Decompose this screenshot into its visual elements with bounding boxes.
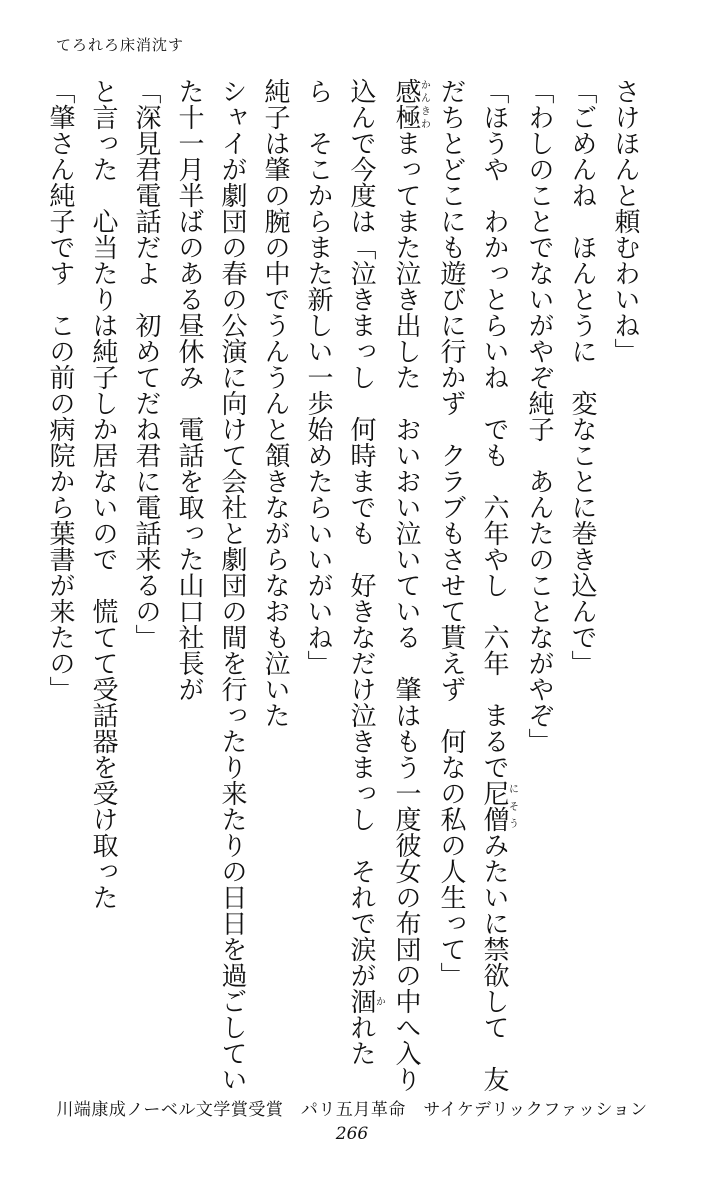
text-line-5: だちとどこにも遊びに行かず クラブもさせて貰えず 何なの私の人生って」 [436,78,466,988]
text-line-11: た十一月半ばのある昼休み 電話を取った山口社長が [174,78,204,702]
running-title: てろれろ床消沈す [56,36,185,54]
text-line-8: ら そこからまた新しい一歩始めたらいいがいね」 [303,78,333,676]
text-line-9: 純子は肇の腕の中でうんうんと頷きながらなおも泣いた [260,78,290,728]
ruby-kareta [346,988,385,1014]
text-line-4 [472,78,518,1092]
text-line-6-main: まってまた泣き出した おいおい泣いている 肇はもう一度彼女の布団の中へ入り [391,130,421,1092]
ruby-kareta-reading: か [373,988,385,1014]
text-line-13: と言った 心当たりは純子しか居ないので 慌てて受話器を受け取った [88,78,118,910]
ruby-nisou-reading: にそう [506,780,518,832]
ruby-nisou-base: 尼僧 [479,780,509,832]
text-line-14: 「肇さん純子です この前の病院から葉書が来たの」 [45,78,75,702]
ruby-nisou [479,780,518,832]
ruby-kankiwa-reading: かんきわ [418,78,430,130]
footer-series-title: 川端康成ノーベル文学賞受賞 パリ五月革命 サイケデリックファッション [56,1100,648,1120]
text-line-7-tail: れた [346,1014,376,1066]
text-line-2: 「ごめんね ほんとうに 変なことに巻き込んで」 [567,78,597,676]
ruby-kankiwa-base: 感極 [391,78,421,130]
text-line-7 [339,78,384,1080]
text-line-4-tail: みたいに禁欲して 友 [479,832,509,1092]
text-line-12: 「深見君電話だよ 初めてだね君に電話来るの」 [131,78,161,650]
text-line-3: 「わしのことでないがやぞ純子 あんたのことながやぞ」 [524,78,554,754]
text-line-4-main: 「ほうや わかっとらいね でも 六年やし 六年 まるで [479,78,509,780]
vertical-body-text [45,78,646,1092]
text-line-10: シャイが劇団の春の公演に向けて会社と劇団の間を行ったり来たりの日日を過ごしてい [217,78,247,1092]
ruby-kankiwa [391,78,430,130]
text-line-7-main: 込んで今度は「泣きまっし 何時までも 好きなだけ泣きまっし それで涙が [346,78,376,988]
page-number: 266 [335,1124,369,1144]
ruby-kareta-base: 涸 [346,988,376,1014]
text-line-1: さけほんと頼むわいね」 [610,78,640,364]
text-line-6 [384,78,430,1092]
